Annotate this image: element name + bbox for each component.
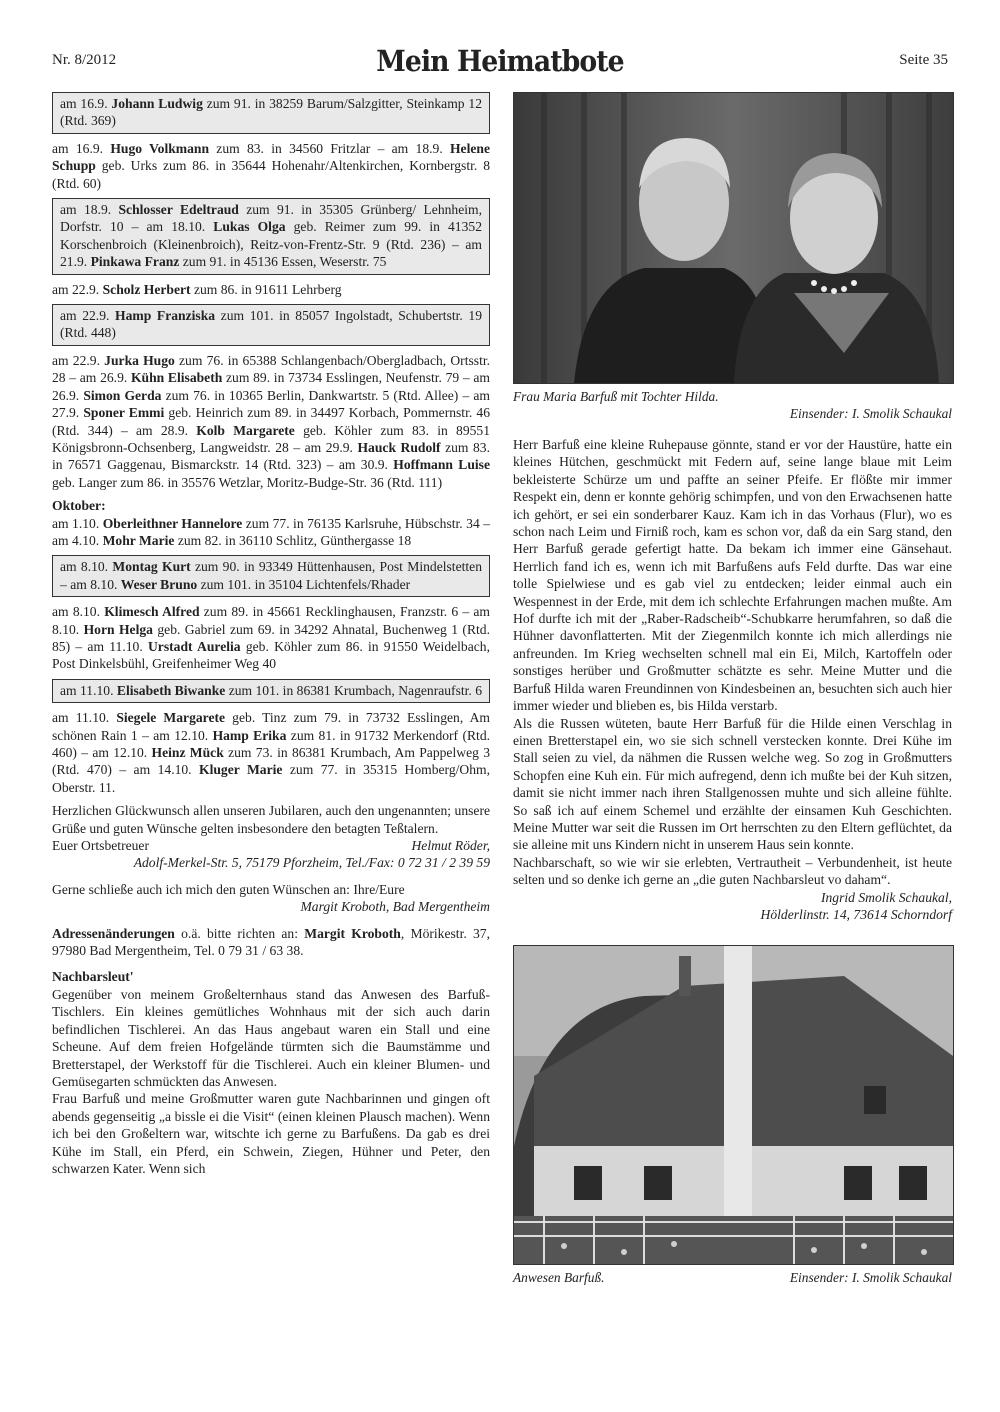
jubilarian-name: Hugo Volkmann — [110, 140, 210, 156]
birthday-list-september — [52, 92, 490, 491]
portrait-credit: Einsender: I. Smolik Schaukal — [789, 406, 952, 421]
address-bold: Adressenänderungen — [52, 925, 175, 941]
house-photo — [513, 945, 954, 1265]
entry-text: zum 83. in 76571 Gaggenau, Bismarckstr. 14 (Rtd. 323) – am 30.9. — [52, 439, 491, 473]
october-birthday-entry — [52, 603, 490, 673]
october-birthday-entry — [52, 709, 490, 796]
entry-text: zum 77. in 35315 Homberg/Ohm, Oberstr. 11. — [52, 762, 491, 795]
entry-text: zum 89. in 45661 Recklinghausen, Franzstr. 6 – am 8.10. — [52, 604, 490, 637]
jubilarian-name: Schlosser Edeltraud — [118, 202, 239, 218]
entry-text: zum 76. in 10365 Berlin, Dankwartstr. 5 (Rtd. Allee) – am 27.9. — [52, 387, 490, 421]
entry-text: zum 73. in 86381 Krumbach, Am Pappelweg 3 (Rtd. 470) – am 14.10. — [52, 745, 490, 778]
jubilarian-name: Weser Bruno — [120, 576, 198, 592]
right-column — [513, 92, 952, 1287]
page-header — [0, 44, 1000, 78]
entry-text: geb. Köhler zum 86. in 91550 Weidelbach, Post Dinkelsbühl, Greifenheimer Weg 40 — [52, 638, 490, 672]
entry-text: am 8.10. — [52, 604, 105, 620]
article-paragraph-5: Nachbarschaft, so wie wir sie erlebten, Vertrautheit – Verbundenheit, ist heute selten und so denke ich gerne an „die guten Nachbarsleut vo daham“. — [513, 854, 952, 888]
birthday-list-october — [52, 515, 490, 797]
october-heading: Oktober: — [52, 498, 106, 514]
greeting-text: Herzlichen Glückwunsch allen unseren Jubilaren, auch den ungenannten; unsere Grüße und guten Wünsche gelten insbesondere den betagten Teßtalern. — [52, 803, 490, 836]
jubilarian-name: Hamp Erika — [212, 727, 287, 743]
jubilarian-name: Elisabeth Biwanke — [116, 682, 226, 698]
portrait-photo-image — [514, 93, 953, 383]
jubilarian-name: Jurka Hugo — [104, 352, 175, 368]
article-continuation — [513, 436, 952, 889]
entry-text: zum 83. in 34560 Fritzlar – am 18.9. — [209, 140, 450, 156]
jubilarian-name: Kluger Marie — [199, 762, 283, 778]
september-birthday-entry — [52, 92, 490, 134]
article-paragraph-2: Frau Barfuß und meine Großmutter waren gute Nachbarinnen und gingen oft abends gegenseitig „a bissle ei die Visit“ (einen kleinen Plausch machen). Wenn ich bei den Großeltern war, witschte ich gerne zu Barfußens. Da gab es drei Kühe im Stall, ein Pferd, ein Schwein, Ziegen, Hühner und Peter, den schwarzen Kater. Wenn sich — [52, 1091, 490, 1176]
jubilarian-name: Klimesch Alfred — [104, 604, 200, 620]
closing-signature: Margit Kroboth, Bad Mergentheim — [300, 899, 490, 915]
article-paragraph-1: Gegenüber von meinem Großelternhaus stand das Anwesen des Barfuß-Tischlers. Ein kleines gemütliches Wohnhaus mit der sich auch darin befindlichen Tischlerei. An das Haus angebaut waren ein Stall und eine Scheune. Auf dem freien Hofgelände türmten sich die Baumstämme und Bretterstapel, der Werkstoff für die Tischlerei. Auch ein kleiner Blumen- und Gemüsegarten schmückten das Anwesen. — [52, 986, 490, 1089]
jubilarian-name: Lukas Olga — [213, 219, 286, 235]
address-text: , Mörikestr. 37, 97980 Bad Mergentheim, Tel. 0 79 31 / 63 38. — [52, 925, 490, 959]
entry-text: zum 89. in 73734 Esslingen, Neufenstr. 79 – am 26.9. — [52, 370, 491, 403]
sender-address: Adolf-Merkel-Str. 5, 75179 Pforzheim, Tel./Fax: 0 72 31 / 2 39 59 — [133, 855, 490, 871]
entry-text: am 16.9. — [52, 140, 111, 156]
entry-text: geb. Gabriel zum 69. in 34292 Ahnatal, Buchenweg 1 (Rtd. 85) – am 11.10. — [52, 621, 490, 654]
entry-text: geb. Urks zum 86. in 35644 Hohenahr/Altenkirchen, Kornbergstr. 8 (Rtd. 60) — [52, 158, 490, 191]
jubilarian-name: Montag Kurt — [112, 559, 191, 575]
entry-text: geb. Langer zum 86. in 35576 Wetzlar, Moritz-Budge-Str. 36 (Rtd. 111) — [52, 474, 443, 490]
entry-text: am 18.9. — [60, 202, 119, 218]
jubilarian-name: Kühn Elisabeth — [130, 370, 223, 386]
september-birthday-entry — [52, 140, 490, 192]
entry-text: am 16.9. — [60, 96, 112, 111]
entry-text: geb. Köhler zum 83. in 89551 Königsbronn-Ochsenberg, Langweidstr. 28 – am 29.9. — [52, 422, 491, 455]
issue-number: Nr. 8/2012 — [52, 52, 117, 68]
entry-text: zum 77. in 76135 Karlsruhe, Hübschstr. 34 – am 4.10. — [52, 515, 490, 548]
author-name: Ingrid Smolik Schaukal, — [820, 889, 952, 905]
article-paragraph-3: Herr Barfuß eine kleine Ruhepause gönnte, stand er vor der Haustüre, hatte ein kleines Hütchen, geschmückt mit Federn auf, seine lange blaue mit Leim bekleisterte Schürze um und paffte an seiner Pfeife. Er flößte mir immer Respekt ein, denn er konnte gehörig schimpfen, und von den Erwachsenen hatte ich gehört, er sei ein sonderbarer Kauz. Kam ich in das Vorhaus (Flur), wo es schon nach Leim und Firniß roch, kam es schon vor, daß da ein Sarg stand, den Herr Barfuß gerade gefertigt hatte. Da bekam ich immer eine Gänsehaut. Herrlich fand ich es, wenn ich mit Barfußens aufs Feld durfte. Das war eine tolle Spielwiese und es gab viel zu entdecken; leider einmal auch ein Wespennest in der Erde, mit dem ich schlechte Erfahrungen machen mußte. Am Hof durfte ich mit der „Raber-Radscheib“-Schubkarre herumfahren, so daß die Hühner davonflatterten. Mit der Ziegenmilch konnte ich mich allerdings nie anfreunden. Im Krieg wechselten schnell mal ein Ei, Milch, Kartoffeln oder sonstiges herüber und Großmutter schätzte es sehr. Meine Mutter und die Barfuß Hilda waren Freundinnen von Kindesbeinen an, besuchten sich auch hier immer wieder und blieben es, bis Hilda verstarb. — [513, 437, 952, 714]
jubilarian-name: Scholz Herbert — [102, 281, 191, 297]
entry-text: geb. Tinz zum 79. in 73732 Esslingen, Am schönen Rain 1 – am 12.10. — [52, 710, 491, 743]
entry-text: zum 91. in 38259 Barum/Salzgitter, Steinkamp 12 (Rtd. 369) — [60, 96, 482, 129]
sender-row — [52, 837, 490, 854]
masthead-logo: Mein Heimatbote — [376, 44, 624, 78]
address-bold: Margit Kroboth — [304, 925, 401, 941]
september-birthday-entry — [52, 304, 490, 346]
jubilarian-name: Horn Helga — [83, 621, 153, 637]
september-birthday-entry — [52, 198, 490, 275]
jubilarian-name: Hauck Rudolf — [357, 439, 441, 455]
entry-text: zum 101. in 85057 Ingolstadt, Schubertstr. 19 (Rtd. 448) — [60, 308, 483, 341]
entry-text: zum 91. in 45136 Essen, Weserstr. 75 — [179, 254, 387, 270]
left-column — [52, 92, 490, 1177]
house-credit: Einsender: I. Smolik Schaukal — [789, 1270, 952, 1286]
sender-label: Euer Ortsbetreuer — [52, 838, 149, 854]
closing-text: Gerne schließe auch ich mich den guten Wünschen an: Ihre/Eure — [52, 881, 405, 897]
jubilarian-name: Simon Gerda — [83, 387, 162, 403]
entry-text: am 22.9. — [52, 281, 103, 297]
address-text: o.ä. bitte richten an: — [174, 925, 305, 941]
entry-text: zum 91. in 35305 Grünberg/ Lehnheim, Dorfstr. 10 – am 18.10. — [60, 202, 482, 235]
entry-text: geb. Reimer zum 99. in 41352 Korschenbroich (Kleinenbroich), Reitz-von-Frentz-Str. 9 (Rtd. 236) – am 21.9. — [60, 219, 482, 270]
entry-text: zum 90. in 93349 Hüttenhausen, Post Mindelstetten – am 8.10. — [60, 559, 482, 592]
entry-text: zum 101. in 35104 Lichtenfels/Rhader — [197, 576, 411, 592]
october-birthday-entry — [52, 555, 490, 597]
portrait-caption: Frau Maria Barfuß mit Tochter Hilda. — [513, 389, 719, 404]
jubilarian-name: Oberleithner Hannelore — [102, 515, 243, 531]
entry-text: zum 76. in 65388 Schlangenbach/Obergladbach, Ortsstr. 28 – am 26.9. — [52, 352, 491, 386]
article-title: Nachbarsleut' — [52, 969, 134, 985]
jubilarian-name: Pinkawa Franz — [90, 254, 180, 270]
entry-text: zum 86. in 91611 Lehrberg — [190, 281, 342, 297]
entry-text: zum 81. in 91732 Merkendorf (Rtd. 460) – am 12.10. — [52, 727, 491, 760]
jubilarian-name: Mohr Marie — [102, 532, 175, 548]
jubilarian-name: Sponer Emmi — [83, 405, 165, 421]
house-caption-row — [513, 1269, 952, 1286]
entry-text: am 8.10. — [60, 559, 113, 575]
jubilarian-name: Urstadt Aurelia — [147, 638, 241, 654]
october-birthday-entry — [52, 679, 490, 703]
entry-text: geb. Heinrich zum 89. in 34497 Korbach, Pommernstr. 46 (Rtd. 344) – am 28.9. — [52, 405, 490, 438]
jubilarian-name: Helene Schupp — [52, 140, 490, 174]
october-birthday-entry — [52, 515, 490, 550]
page-number: Seite 35 — [899, 52, 948, 68]
jubilarian-name: Siegele Margarete — [116, 710, 226, 726]
jubilarian-name: Heinz Mück — [151, 745, 224, 760]
september-birthday-entry — [52, 281, 490, 298]
portrait-photo — [513, 92, 954, 384]
entry-text: am 1.10. — [52, 515, 103, 531]
house-photo-image — [514, 946, 953, 1264]
house-caption: Anwesen Barfuß. — [513, 1270, 605, 1286]
jubilarian-name: Johann Ludwig — [111, 96, 203, 111]
september-birthday-entry — [52, 352, 490, 491]
sender-name: Helmut Röder, — [411, 838, 490, 854]
entry-text: zum 82. in 36110 Schlitz, Günthergasse 18 — [174, 532, 412, 548]
entry-text: am 22.9. — [52, 352, 105, 368]
address-change-note — [52, 925, 490, 960]
entry-text: am 11.10. — [52, 710, 117, 726]
author-address: Hölderlinstr. 14, 73614 Schorndorf — [760, 906, 952, 922]
entry-text: zum 101. in 86381 Krumbach, Nagenraufstr. 6 — [225, 682, 483, 698]
jubilarian-name: Hamp Franziska — [115, 308, 216, 324]
jubilarian-name: Kolb Margarete — [196, 422, 295, 438]
entry-text: am 22.9. — [60, 308, 116, 324]
entry-text: am 11.10. — [60, 682, 117, 698]
jubilarian-name: Hoffmann Luise — [393, 457, 490, 473]
article-paragraph-4: Als die Russen wüteten, baute Herr Barfuß für die Hilde einen Verschlag in einen Bretterstapel ein, wo sie sich schnell verstecken konnte. Drei Kühe im Stall seien zu viel, da nähmen die Russen welche weg. So zog in Großmutters Schopfen eine Kuh ein. Für mich aufregend, denn ich mußte bei der Kuh sitzen, damit sie nicht immer nach ihren Stallgenossen muhte und sich alleine fühlte. So saß ich auf einem Schemel und erzählte der einsamen Kuh Geschichten. Meine Mutter war seit die Russen im Ort herrschten zu den Eltern geflüchtet, da sie alleine mit uns Kindern nicht in unserem Haus sein konnte. — [513, 715, 952, 853]
